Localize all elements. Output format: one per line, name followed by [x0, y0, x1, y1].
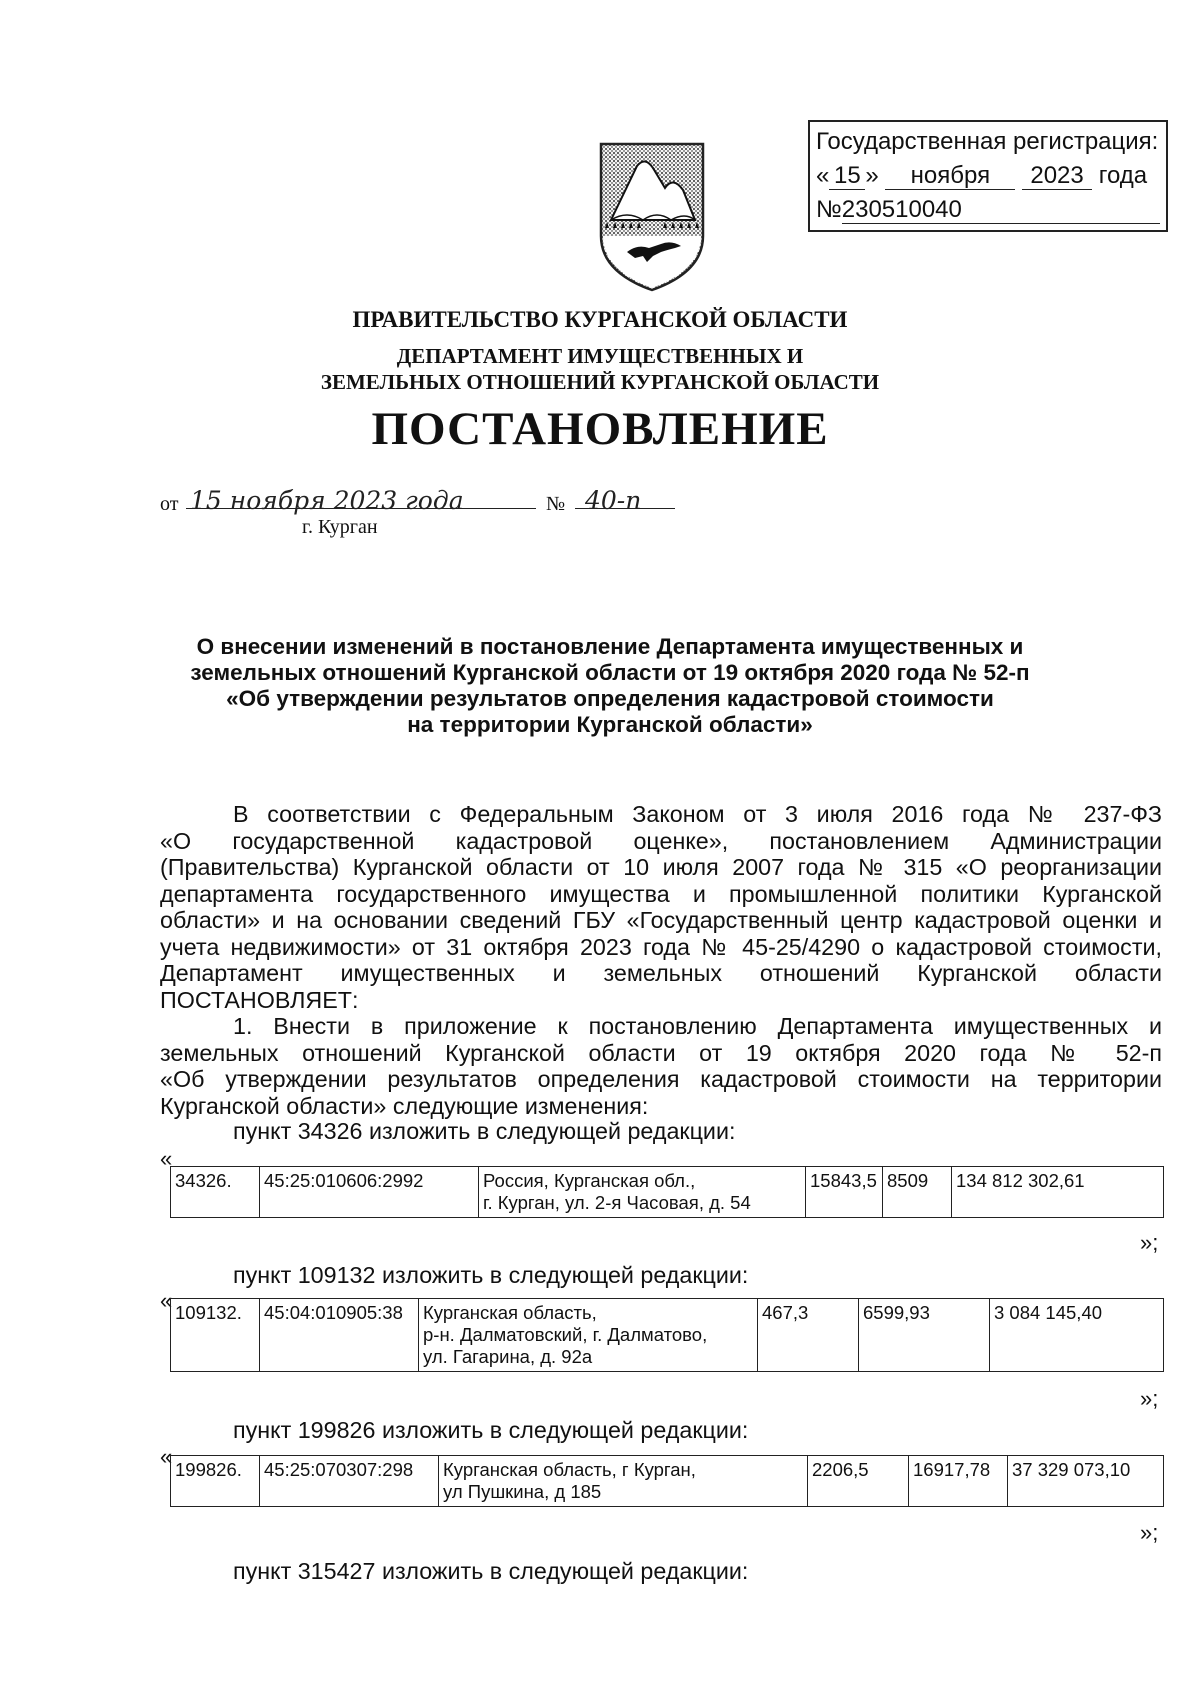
cadastral-number: 45:04:010905:38 — [260, 1299, 419, 1372]
body-line: 1. Внести в приложение к постановлению Департамента имущественных и — [233, 1013, 1162, 1039]
body-line: Курганской области» следующие изменения: — [160, 1092, 649, 1119]
registration-number-value: 230510040 — [842, 197, 1160, 224]
city-label: г. Курган — [302, 516, 378, 538]
cadastral-number: 45:25:010606:2992 — [260, 1167, 479, 1218]
item-number: 34326. — [171, 1167, 260, 1218]
address: Россия, Курганская обл., г. Курган, ул. 2-я Часовая, д. 54 — [479, 1167, 806, 1218]
address: Курганская область, г Курган, ул Пушкина, д 185 — [439, 1456, 808, 1507]
item-number: 109132. — [171, 1299, 260, 1372]
item-lead: пункт 109132 изложить в следующей редакции: — [233, 1262, 749, 1288]
registration-year: 2023 — [1022, 163, 1092, 190]
item-table — [170, 1298, 1164, 1372]
government-name: ПРАВИТЕЛЬСТВО КУРГАНСКОЙ ОБЛАСТИ — [352, 307, 848, 332]
quote-close: »; — [1140, 1386, 1159, 1411]
quote-open: « — [160, 1444, 173, 1469]
department-name-line1: ДЕПАРТАМЕНТ ИМУЩЕСТВЕННЫХ И — [396, 344, 804, 368]
body-line: ПОСТАНОВЛЯЕТ: — [160, 986, 359, 1013]
area: 15843,5 — [806, 1167, 883, 1218]
body-paragraph-1 — [160, 801, 1162, 1013]
registration-month: ноября — [885, 163, 1015, 190]
specific-value: 16917,78 — [909, 1456, 1008, 1507]
table-row — [171, 1167, 1164, 1218]
cadastral-value: 134 812 302,61 — [952, 1167, 1164, 1218]
document-type: ПОСТАНОВЛЕНИЕ — [371, 403, 829, 455]
item-lead: пункт 199826 изложить в следующей редакции: — [233, 1417, 749, 1443]
area: 467,3 — [758, 1299, 859, 1372]
registration-box — [808, 120, 1168, 232]
cadastral-value: 37 329 073,10 — [1008, 1456, 1164, 1507]
title-line: на территории Курганской области» — [407, 712, 813, 737]
item-table — [170, 1455, 1164, 1507]
date-handwritten: 15 ноября 2023 года — [190, 486, 464, 515]
table-row — [171, 1456, 1164, 1507]
body-line: учета недвижимости» от 31 октября 2023 года № 45-25/4290 о кадастровой стоимости, — [160, 933, 1162, 960]
registration-day: 15 — [829, 163, 865, 190]
body-line: (Правительства) Курганской области от 10 июля 2007 года № 315 «О реорганизации — [160, 854, 1162, 880]
item-number: 199826. — [171, 1456, 260, 1507]
body-line: области» и на основании сведений ГБУ «Государственный центр кадастровой оценки и — [160, 907, 1162, 933]
date-from-label: от — [160, 493, 179, 515]
table-row — [171, 1299, 1164, 1372]
document-title — [170, 634, 1050, 738]
body-line: Департамент имущественных и земельных отношений Курганской области — [160, 960, 1162, 986]
quote-close: »; — [1140, 1230, 1159, 1255]
address: Курганская область, р-н. Далматовский, г. Далматово, ул. Гагарина, д. 92а — [419, 1299, 758, 1372]
registration-number-prefix: № — [816, 196, 842, 223]
cadastral-value: 3 084 145,40 — [990, 1299, 1164, 1372]
registration-title: Государственная регистрация: — [816, 128, 1159, 155]
area: 2206,5 — [808, 1456, 909, 1507]
registration-year-suffix: года — [1098, 162, 1148, 189]
body-paragraph-2 — [160, 1013, 1162, 1119]
item-lead: пункт 34326 изложить в следующей редакции: — [233, 1118, 736, 1144]
number-label: № — [546, 493, 566, 515]
title-line: «Об утверждении результатов определения кадастровой стоимости — [226, 686, 994, 711]
body-line: департамента государственного имущества и промышленной политики Курганской — [160, 880, 1162, 907]
quote-open: « — [160, 1146, 173, 1171]
specific-value: 8509 — [883, 1167, 952, 1218]
quote-close: »; — [1140, 1520, 1159, 1545]
body-line: «Об утверждении результатов определения кадастровой стоимости на территории — [160, 1066, 1162, 1092]
title-line: земельных отношений Курганской области от 19 октября 2020 года № 52-п — [190, 660, 1030, 685]
body-line: «О государственной кадастровой оценке», постановлением Администрации — [160, 827, 1162, 854]
registration-date: « 15 » ноября 2023 года — [816, 162, 1148, 189]
specific-value: 6599,93 — [859, 1299, 990, 1372]
department-name-line2: ЗЕМЕЛЬНЫХ ОТНОШЕНИЙ КУРГАНСКОЙ ОБЛАСТИ — [320, 370, 880, 394]
cadastral-number: 45:25:070307:298 — [260, 1456, 439, 1507]
item-table — [170, 1166, 1164, 1218]
body-line: земельных отношений Курганской области от 19 октября 2020 года № 52-п — [160, 1039, 1162, 1066]
item-lead: пункт 315427 изложить в следующей редакции: — [233, 1558, 749, 1584]
number-handwritten: 40-п — [585, 486, 642, 515]
registration-number — [816, 196, 1160, 224]
body-line: В соответствии с Федеральным Законом от 3 июля 2016 года № 237-ФЗ — [233, 801, 1162, 827]
coat-of-arms-emblem — [597, 140, 707, 292]
quote-open: « — [160, 1288, 173, 1313]
title-line: О внесении изменений в постановление Департамента имущественных и — [196, 634, 1024, 659]
